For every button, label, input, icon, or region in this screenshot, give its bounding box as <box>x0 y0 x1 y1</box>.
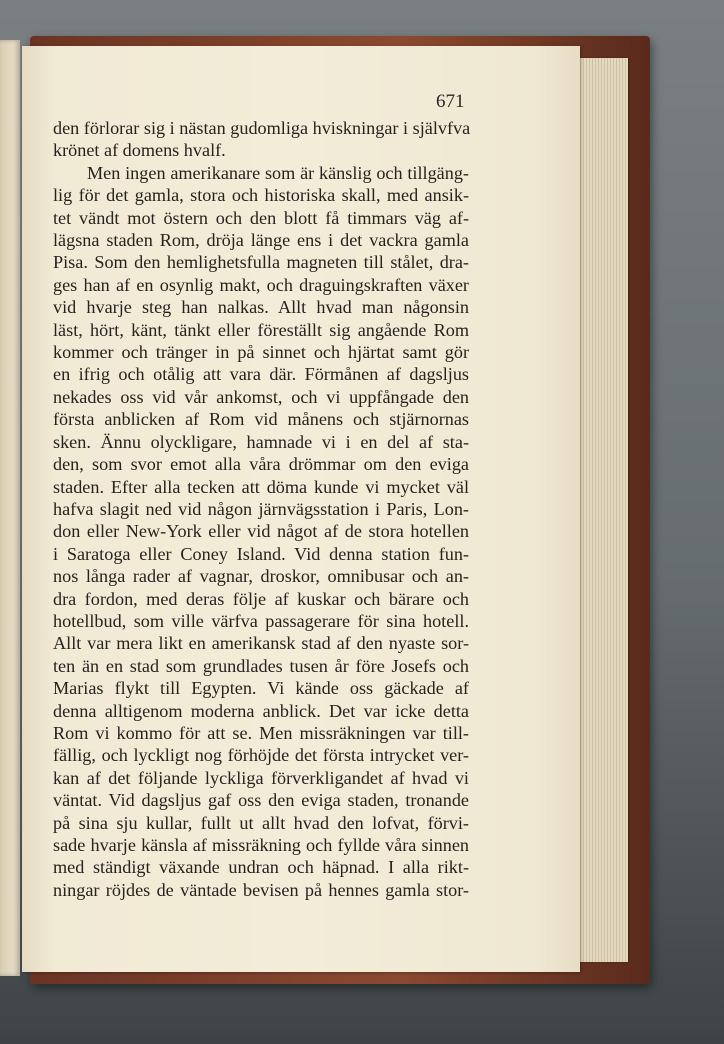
text-line: ges han af en osynlig makt, och draguingskraften växer <box>53 274 469 295</box>
text-line: lägsna staden Rom, dröja länge ens i det vackra gamla <box>53 230 469 251</box>
body-text <box>53 117 469 901</box>
text-line: dra fordon, med deras följe af kuskar och bärare och <box>53 588 469 609</box>
text-line: Pisa. Som den hemlighetsfulla magneten till stålet, dra- <box>53 252 469 273</box>
text-line: hotellbud, som ville värfva passagerare för sina hotell. <box>53 610 469 631</box>
page-number: 671 <box>436 91 465 112</box>
text-line: kan af det följande lyckliga förverkligandet af hvad vi <box>53 767 469 788</box>
text-line: tet vändt mot östern och den blott få timmars väg af- <box>53 207 469 228</box>
text-line: denna alltigenom moderna anblick. Det var icke detta <box>53 700 469 721</box>
text-line: ten än en stad som grundlades tusen år före Josefs och <box>53 655 469 676</box>
text-line: läst, hört, känt, tänkt eller föreställt sig angående Rom <box>53 319 469 340</box>
text-line: sken. Ännu olyckligare, hamnade vi i en del af sta- <box>53 431 469 452</box>
text-line: ningar röjdes de väntade bevisen på hennes gamla stor- <box>53 879 469 900</box>
text-line: sade hvarje känsla af missräkning och fyllde våra sinnen <box>53 835 469 855</box>
text-line: nos långa rader af vagnar, droskor, omnibusar och an- <box>53 566 469 587</box>
text-line: med ständigt växande undran och häpnad. I alla rikt- <box>53 857 469 878</box>
text-line: Rom vi kommo för att se. Men missräkningen var till- <box>53 722 469 743</box>
text-line: på sina sju kullar, fullt ut allt hvad den lofvat, förvi- <box>53 812 469 833</box>
text-line: första anblicken af Rom vid månens och stjärnornas <box>53 409 469 430</box>
text-line: Men ingen amerikanare som är känslig och tillgäng- <box>87 162 469 183</box>
text-line: fällig, och lyckligt nog förhöjde det första intrycket ver- <box>53 745 469 766</box>
text-line: en ifrig och otålig att vara där. Förmånen af dagsljus <box>53 364 469 385</box>
text-line: nekades oss vid vår ankomst, och vi uppfångade den <box>53 386 469 407</box>
facing-page-edge <box>0 40 20 976</box>
text-line: vid hvarje steg han nalkas. Allt hvad man någonsin <box>53 297 469 318</box>
text-line: väntat. Vid dagsljus gaf oss den eviga staden, tronande <box>53 790 469 811</box>
page-stack-edges <box>572 58 628 962</box>
text-line: don eller New-York eller vid något af de stora hotellen <box>53 521 469 542</box>
text-line: hafva slagit ned vid någon järnvägsstation i Paris, Lon- <box>53 498 469 519</box>
text-line: Marias flykt till Egypten. Vi kände oss gäckade af <box>53 678 469 699</box>
text-line: den, som svor emot alla våra drömmar om den eviga <box>53 454 469 475</box>
text-line: krönet af domens hvalf. <box>53 140 226 161</box>
text-line: staden. Efter alla tecken att döma kunde vi mycket väl <box>53 476 469 497</box>
text-line: i Saratoga eller Coney Island. Vid denna station fun- <box>53 543 469 564</box>
text-line: den förlorar sig i nästan gudomliga hviskningar i självfva <box>53 118 471 138</box>
text-line: lig för det gamla, stora och historiska skall, med ansik- <box>53 185 469 206</box>
text-line: Allt var mera likt en amerikansk stad af den nyaste sor- <box>53 633 469 654</box>
text-line: kommer och tränger in på sinnet och hjärtat samt gör <box>53 342 469 363</box>
